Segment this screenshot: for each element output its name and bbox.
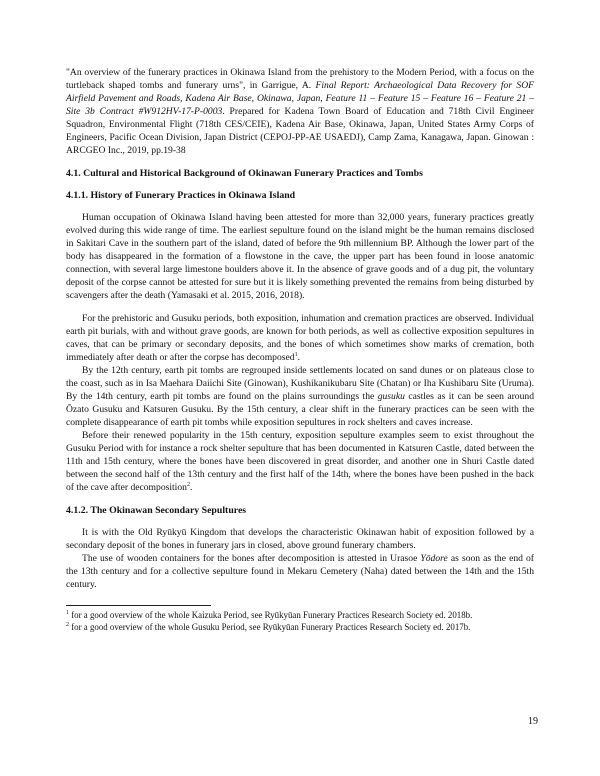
- document-page: [66, 66, 534, 633]
- italic-term-gusuku: gusuku: [377, 391, 405, 402]
- footnote-ref-2[interactable]: 2: [186, 481, 190, 488]
- footnote-1: [66, 609, 534, 621]
- paragraph-text: castles as it can be seen around Ōzato Gusuku and Katsuren Gusuku. By the 15th century, a clear shift in the funerary practices can be seen with the complete disappearance of earth pit tombs while exposition sepultures in rock shelters and caves increase.: [66, 391, 534, 428]
- paragraph-renewed-popularity: [66, 429, 534, 494]
- paragraph-text: Before their renewed popularity in the 15th century, exposition sepulture examples seem to exist throughout the Gusuku Period with for instance a rock shelter sepulture that has been documented in Katsuren Castle, dated between the 11th and 15th century, where the bones have been discovered in great disorder, and another one in Shuri Castle dated between the second half of the 13th century and the first half of the 14th, where the bones have been pushed in the back of the cave after decomposition: [66, 430, 534, 493]
- paragraph-end: .: [297, 352, 300, 363]
- paragraph-text: as soon as the end of the 13th century and for a collective sepulture found in Mekaru Cemetery (Naha) dated between the 14th and the 15th century.: [66, 553, 534, 590]
- paragraph-human-occupation: Human occupation of Okinawa Island having been attested for more than 32,000 years, funerary practices greatly evolved during this wide range of time. The earliest sepulture found on the island might be the human remains disclosed in Sakitari Cave in the southern part of the island, dated of before the 9th millennium BP. Although the lower part of the body has disappeared in the formation of a flowstone in the cave, the upper part has been found in loose anatomic connection, with several large limestone boulders above it. In the absence of grave goods and of a dug pit, the voluntary deposit of the corpse cannot be attested for sure but it is likely something prevented the remains from being disturbed by scavengers after the death (Yamasaki et al. 2015, 2016, 2018).: [66, 212, 534, 301]
- paragraph-wooden-containers: [66, 552, 534, 591]
- footnote-ref-1[interactable]: 1: [294, 351, 298, 358]
- paragraph-text: For the prehistoric and Gusuku periods, both exposition, inhumation and cremation practices are observed. Individual earth pit burials, with and without grave goods, are known for both periods, as well as collective exposition sepultures in caves, that can be primary or secondary deposits, and the bones of which sometimes show marks of cremation, both immediately after death or after the corpse has decomposed: [66, 313, 534, 363]
- subsection-heading-history: 4.1.1. History of Funerary Practices in Okinawa Island: [66, 190, 296, 201]
- footnote-text: for a good overview of the whole Kaizuka Period, see Ryūkyūan Funerary Practices Research Society ed. 2018b.: [69, 610, 473, 620]
- italic-term-yodore: Yōdore: [420, 553, 448, 564]
- footnote-mark: 1: [66, 610, 69, 617]
- paragraph-end: .: [189, 482, 193, 493]
- footnote-divider: [66, 605, 211, 606]
- footnote-2: [66, 621, 534, 633]
- paragraph-prehistoric-gusuku: [66, 312, 534, 364]
- page-number: 19: [528, 716, 538, 727]
- footnote-mark: 2: [66, 622, 69, 629]
- citation-report-title: Final Report: Archaeological Data Recovery for SOF Airfield Pavement and Roads, Kadena Air Base, Okinawa, Japan, Feature 11 – Feature 15 – Feature 16 – Feature 21 – Site 3b Contract #W912HV-17-P-0003: [66, 80, 534, 117]
- citation-paragraph: [66, 66, 534, 157]
- paragraph-old-ryukyu: It is with the Old Ryūkyū Kingdom that develops the characteristic Okinawan habit of exposition followed by a secondary deposit of the bones in funerary jars in closed, above ground funerary chambers.: [66, 527, 534, 551]
- footnote-text: for a good overview of the whole Gusuku Period, see Ryūkyūan Funerary Practices Research Society ed. 2017b.: [69, 622, 471, 632]
- subsection-heading-secondary-sepultures: 4.1.2. The Okinawan Secondary Sepultures: [66, 505, 247, 516]
- citation-lead: "An overview of the funerary practices in Okinawa Island from the prehistory to the Modern Period, with a focus on the turtleback shaped tombs and funerary urns", in Garrigue, A.: [66, 67, 534, 91]
- section-heading: 4.1. Cultural and Historical Background of Okinawan Funerary Practices and Tombs: [66, 168, 423, 179]
- citation-tail: . Prepared for Kadena Town Board of Education and 718th Civil Engineer Squadron, Environmental Flight (718th CES/CEIE), Kadena Air Base, Okinawa, Japan, United States Army Corps of Engineers, Pacific Ocean Division, Japan District (CEPOJ-PP-AE USAEDJ), Camp Zama, Kanagawa, Japan. Ginowan : ARCGEO Inc., 2019, pp.19-38: [66, 106, 535, 156]
- paragraph-text: By the 12th century, earth pit tombs are regrouped inside settlements located on sand dunes or on plateaus close to the coast, such as in Isa Maehara Daiichi Site (Ginowan), Kushikanikubaru Site (Chatan) or Iha Kushibaru Site (Uruma). By the 14th century, earth pit tombs are found on the plains surroundings the: [66, 365, 534, 402]
- paragraph-text: The use of wooden containers for the bones after decomposition is attested in Urasoe: [82, 553, 421, 564]
- paragraph-12th-century: [66, 364, 534, 429]
